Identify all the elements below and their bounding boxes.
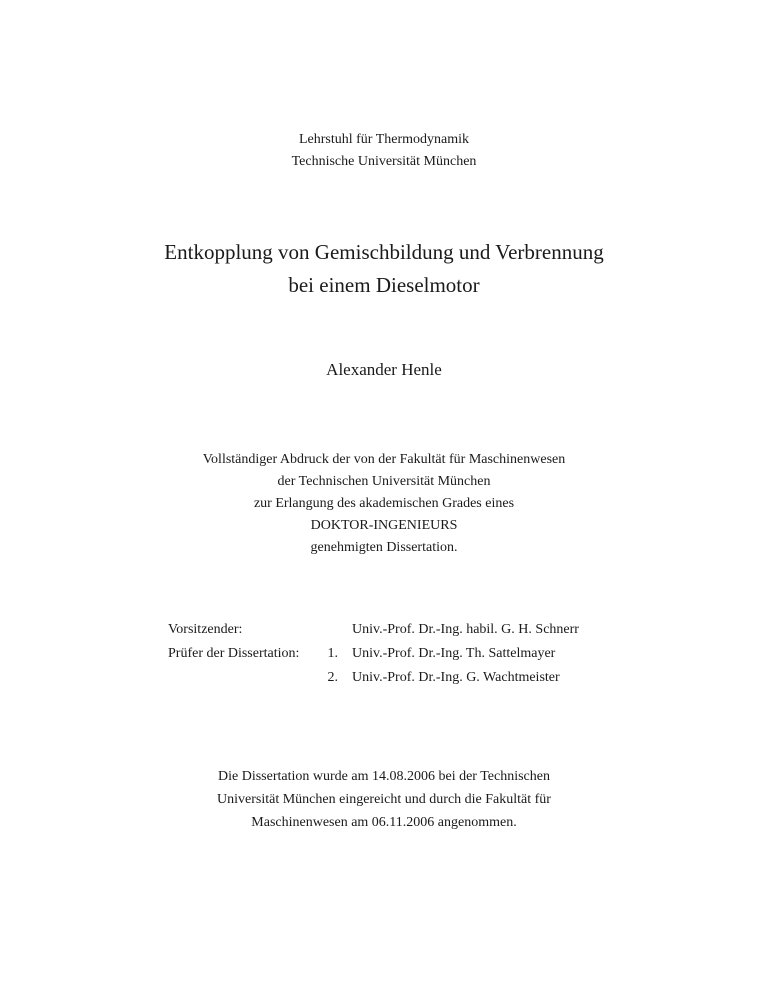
statement-line: zur Erlangung des akademischen Grades eines: [253, 496, 515, 511]
acceptance-statement: [0, 765, 768, 834]
committee-member-name: Univ.-Prof. Dr.-Ing. G. Wachtmeister: [352, 670, 560, 685]
author-name: Alexander Henle: [326, 360, 442, 379]
statement-line: Vollständiger Abdruck der von der Fakultät für Maschinenwesen: [202, 452, 566, 467]
university-name: Technische Universität München: [291, 154, 477, 169]
committee-member-name: Univ.-Prof. Dr.-Ing. Th. Sattelmayer: [352, 646, 556, 661]
institution-block: [0, 129, 768, 173]
committee-number: [318, 618, 352, 642]
acceptance-line: Universität München eingereicht und durch die Fakultät für: [217, 792, 551, 807]
committee-member-name: Univ.-Prof. Dr.-Ing. habil. G. H. Schnerr: [352, 622, 579, 637]
title-line-2: bei einem Dieselmotor: [288, 273, 480, 297]
committee-role: Vorsitzender:: [168, 622, 243, 637]
committee-role: Prüfer der Dissertation:: [168, 646, 300, 661]
committee-row-examiner-1: [168, 642, 579, 666]
acceptance-line: Die Dissertation wurde am 14.08.2006 bei der Technischen: [218, 769, 550, 784]
examination-committee: [168, 618, 579, 690]
degree-name: DOKTOR-INGENIEURS: [310, 518, 458, 533]
chair-name: Lehrstuhl für Thermodynamik: [298, 132, 470, 147]
committee-number: 2.: [327, 670, 338, 685]
committee-role: [168, 666, 318, 690]
statement-line: genehmigten Dissertation.: [310, 540, 458, 555]
committee-row-chair: [168, 618, 579, 642]
statement-line: der Technischen Universität München: [277, 474, 491, 489]
degree-statement: [0, 449, 768, 559]
dissertation-title: [0, 236, 768, 302]
title-line-1: Entkopplung von Gemischbildung und Verbrennung: [164, 240, 604, 264]
committee-number: 1.: [327, 646, 338, 661]
acceptance-line: Maschinenwesen am 06.11.2006 angenommen.: [251, 815, 517, 830]
committee-row-examiner-2: [168, 666, 579, 690]
